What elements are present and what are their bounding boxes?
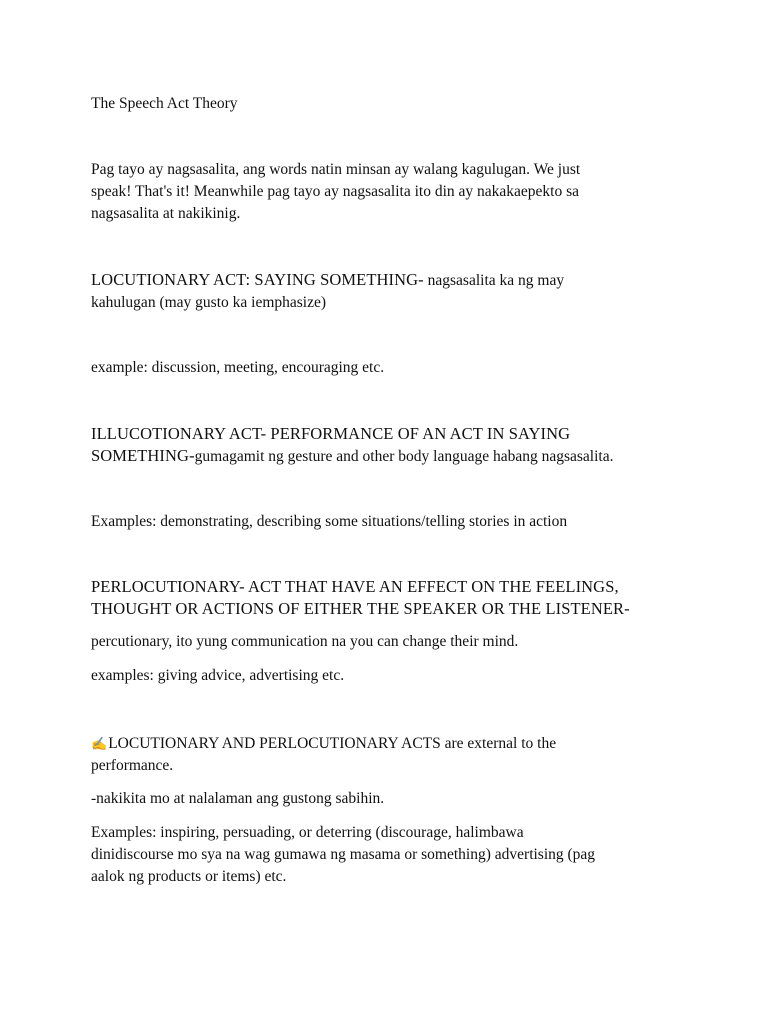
locutionary-example <box>91 357 691 379</box>
external-examples <box>91 822 691 888</box>
locutionary-paragraph <box>91 269 691 314</box>
locutionary-line-2: kahulugan (may gusto ka iemphasize) <box>91 294 327 311</box>
illocutionary-line-2 <box>91 445 691 468</box>
external-line-2: performance. <box>91 757 174 774</box>
external-line-1-text: LOCUTIONARY AND PERLOCUTIONARY ACTS are external to the <box>108 735 557 752</box>
intro-line: nagsasalita at nakikinig. <box>91 205 241 222</box>
intro-line: Pag tayo ay nagsasalita, ang words natin minsan ay walang kagulugan. We just <box>91 161 581 178</box>
intro-line: speak! That's it! Meanwhile pag tayo ay nagsasalita ito din ay nakakaepekto sa <box>91 183 580 200</box>
illocutionary-paragraph <box>91 423 691 468</box>
perlocutionary-note-text: percutionary, ito yung communication na you can change their mind. <box>91 633 519 650</box>
title-text: The Speech Act Theory <box>91 95 238 112</box>
document-title <box>91 93 691 115</box>
perlocutionary-paragraph <box>91 576 691 620</box>
perlocutionary-line-2: THOUGHT OR ACTIONS OF EITHER THE SPEAKER OR THE LISTENER- <box>91 599 630 618</box>
hand-writing-icon: ✍ <box>91 736 108 751</box>
external-examples-line: dinidiscourse mo sya na wag gumawa ng masama or something) advertising (pag <box>91 846 596 863</box>
external-examples-line: Examples: inspiring, persuading, or deterring (discourage, halimbawa <box>91 824 524 841</box>
locutionary-heading-rest: nagsasalita ka ng may <box>423 272 565 289</box>
perlocutionary-example <box>91 665 691 687</box>
external-paragraph <box>91 733 691 777</box>
illocutionary-line-1: ILLUCOTIONARY ACT- PERFORMANCE OF AN ACT IN SAYING <box>91 424 571 443</box>
external-examples-line: aalok ng products or items) etc. <box>91 868 287 885</box>
external-line-1 <box>91 733 691 755</box>
illocutionary-example <box>91 511 691 533</box>
illocutionary-line-2-rest: gumagamit ng gesture and other body language habang nagsasalita. <box>194 448 614 465</box>
locutionary-example-text: example: discussion, meeting, encouraging etc. <box>91 359 385 376</box>
external-note-text: -nakikita mo at nalalaman ang gustong sabihin. <box>91 790 385 807</box>
perlocutionary-note <box>91 631 691 653</box>
illocutionary-heading-end: SOMETHING- <box>91 446 195 465</box>
locutionary-line-1 <box>91 269 691 292</box>
illocutionary-example-text: Examples: demonstrating, describing some situations/telling stories in action <box>91 513 568 530</box>
perlocutionary-example-text: examples: giving advice, advertising etc. <box>91 667 345 684</box>
locutionary-heading: LOCUTIONARY ACT: SAYING SOMETHING- <box>91 270 424 289</box>
perlocutionary-line-1: PERLOCUTIONARY- ACT THAT HAVE AN EFFECT ON THE FEELINGS, <box>91 577 619 596</box>
intro-paragraph <box>91 159 691 225</box>
external-note <box>91 788 691 810</box>
